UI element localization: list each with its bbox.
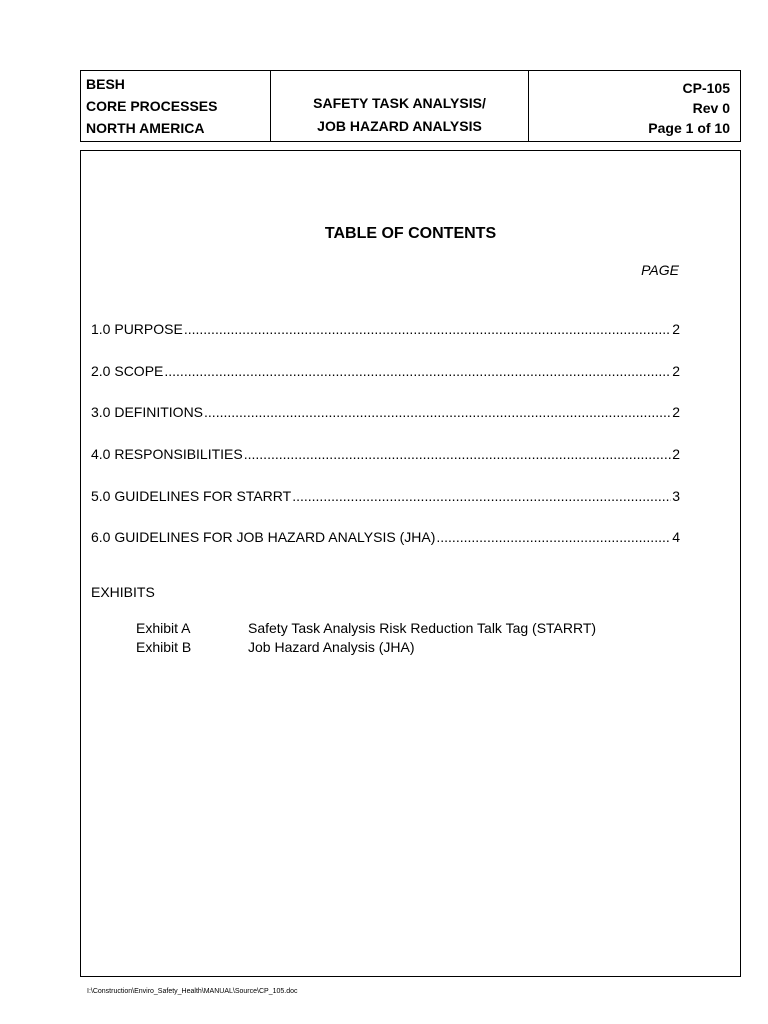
header-title-cell (271, 71, 529, 141)
header-title-line: JOB HAZARD ANALYSIS (317, 118, 482, 134)
toc-entry[interactable] (91, 363, 680, 379)
toc-dot-leader (244, 446, 671, 462)
document-header-table (80, 70, 741, 142)
toc-entry[interactable] (91, 529, 680, 545)
header-organization-cell (81, 71, 271, 141)
exhibit-title: Safety Task Analysis Risk Reduction Talk Tag (STARRT) (248, 620, 597, 636)
toc-dot-leader (436, 529, 671, 545)
exhibit-label: Exhibit A (136, 620, 191, 636)
toc-entry-label: 1.0 PURPOSE (91, 321, 183, 337)
toc-entry-page: 2 (672, 363, 680, 379)
toc-entry-page: 2 (672, 446, 680, 462)
exhibit-label: Exhibit B (136, 639, 192, 655)
doc-number: CP-105 (682, 80, 730, 96)
toc-entry[interactable] (91, 404, 680, 420)
toc-title: TABLE OF CONTENTS (324, 225, 497, 242)
exhibit-item[interactable] (136, 620, 596, 636)
header-title-line: SAFETY TASK ANALYSIS/ (313, 95, 486, 111)
toc-entry-label: 4.0 RESPONSIBILITIES (91, 446, 243, 462)
exhibit-title: Job Hazard Analysis (JHA) (248, 639, 415, 655)
toc-dot-leader (204, 404, 671, 420)
footer-file-path: I:\Construction\Enviro_Safety_Health\MANUAL\Source\CP_105.doc (87, 988, 298, 995)
header-org-line: CORE PROCESSES (86, 98, 218, 114)
toc-dot-leader (292, 488, 671, 504)
header-org-line: BESH (86, 76, 125, 92)
toc-entry-page: 2 (672, 321, 680, 337)
header-org-line: NORTH AMERICA (86, 120, 205, 136)
toc-entry-page: 2 (672, 404, 680, 420)
exhibit-item[interactable] (136, 639, 415, 655)
toc-dot-leader (164, 363, 671, 379)
toc-entry-page: 4 (672, 529, 680, 545)
toc-page-column-label: PAGE (641, 262, 679, 278)
toc-entry-label: 3.0 DEFINITIONS (91, 404, 204, 420)
doc-revision: Rev 0 (692, 100, 730, 116)
toc-dot-leader (184, 321, 671, 337)
toc-entry[interactable] (91, 321, 680, 337)
toc-entry[interactable] (91, 446, 680, 462)
content-frame (80, 150, 741, 977)
toc-entry-label: 6.0 GUIDELINES FOR JOB HAZARD ANALYSIS (JHA) (91, 529, 436, 545)
toc-entry-label: 2.0 SCOPE (91, 363, 164, 379)
exhibits-heading: EXHIBITS (91, 584, 155, 600)
toc-entry[interactable] (91, 488, 680, 504)
toc-entry-page: 3 (672, 488, 680, 504)
header-docinfo-cell (529, 71, 740, 141)
doc-page-info: Page 1 of 10 (648, 120, 730, 136)
toc-entry-label: 5.0 GUIDELINES FOR STARRT (91, 488, 292, 504)
